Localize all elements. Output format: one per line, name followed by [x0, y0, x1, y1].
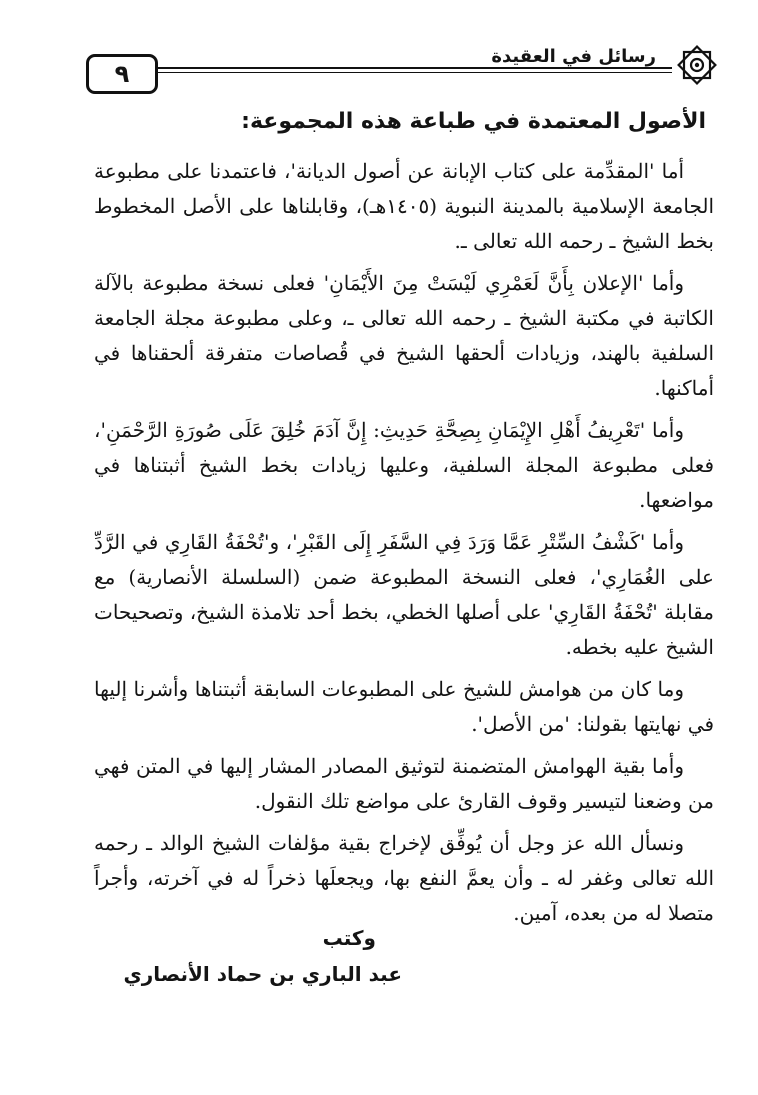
- signature-verb: وكتب: [322, 926, 376, 950]
- paragraph-kashf-tuhfa-edition: وأما 'كَشْفُ السِّتْرِ عَمَّا وَرَدَ فِي السَّفَرِ إِلَى القَبْرِ'، و'تُحْفَةُ القَارِي في الرَّدِّ على الغُمَارِي'، فعلى النسخة المطبوعة ضمن (السلسلة الأنصارية) مع مقابلة 'تُحْفَةُ القَارِي' على أصلها الخطي، بخط أحد تلامذة الشيخ، وتصحيحات الشيخ عليه بخطه.: [94, 530, 714, 659]
- paragraph-author-footnotes: وما كان من هوامش للشيخ على المطبوعات السابقة أثبتناها وأشرنا إليها في نهايتها بقولنا: 'من الأصل'.: [94, 677, 714, 736]
- paragraph-tarif-edition: وأما 'تَعْرِيفُ أَهْلِ الإِيْمَانِ بِصِحَّةِ حَدِيثِ: إِنَّ آدَمَ خُلِقَ عَلَى صُورَةِ الرَّحْمَنِ'، فعلى مطبوعة المجلة السلفية، وعليها زيادات بخط الشيخ أثبتناها في مواضعها.: [94, 418, 714, 512]
- paragraph-ilan-edition: وأما 'الإعلان بِأَنَّ لَعَمْرِي لَيْسَتْ مِنَ الأَيْمَانِ' فعلى نسخة مطبوعة بالآلة الكاتبة في مكتبة الشيخ ـ رحمه الله تعالى ـ، وعلى مطبوعة مجلة الجامعة السلفية بالهند، وزيادات ألحقها الشيخ في قُصاصات متفرقة ألحقناها في أماكنها.: [94, 271, 714, 400]
- signature-block: [123, 926, 402, 986]
- paragraph-editor-footnotes: وأما بقية الهوامش المتضمنة لتوثيق المصادر المشار إليها في المتن فهي من وضعنا لتيسير وقوف القارئ على مواضع تلك النقول.: [94, 754, 714, 813]
- section-heading: الأصول المعتمدة في طباعة هذه المجموعة:: [241, 109, 706, 134]
- running-title: رسائل في العقيدة: [483, 46, 660, 67]
- paragraph-closing-prayer: ونسأل الله عز وجل أن يُوفِّق لإخراج بقية مؤلفات الشيخ الوالد ـ رحمه الله تعالى وغفر له ـ وأن يعمَّ النفع بها، ويجعلَها ذخراً له في آخرته، وأجراً متصلا له من بعده، آمين.: [94, 831, 714, 925]
- signature-name: عبد الباري بن حماد الأنصاري: [123, 962, 402, 986]
- page-number: ٩: [86, 54, 158, 94]
- page-header: [84, 42, 720, 98]
- paragraph-intro-edition: أما 'المقدِّمة على كتاب الإبانة عن أصول الديانة'، فاعتمدنا على مطبوعة الجامعة الإسلامية بالمدينة النبوية (١٤٠٥هـ)، وقابلناها على الأصل المخطوط بخط الشيخ ـ رحمه الله تعالى ـ.: [94, 159, 714, 253]
- header-rule: [156, 67, 672, 73]
- star-ornament-icon: [674, 42, 720, 88]
- page-body: [94, 104, 714, 938]
